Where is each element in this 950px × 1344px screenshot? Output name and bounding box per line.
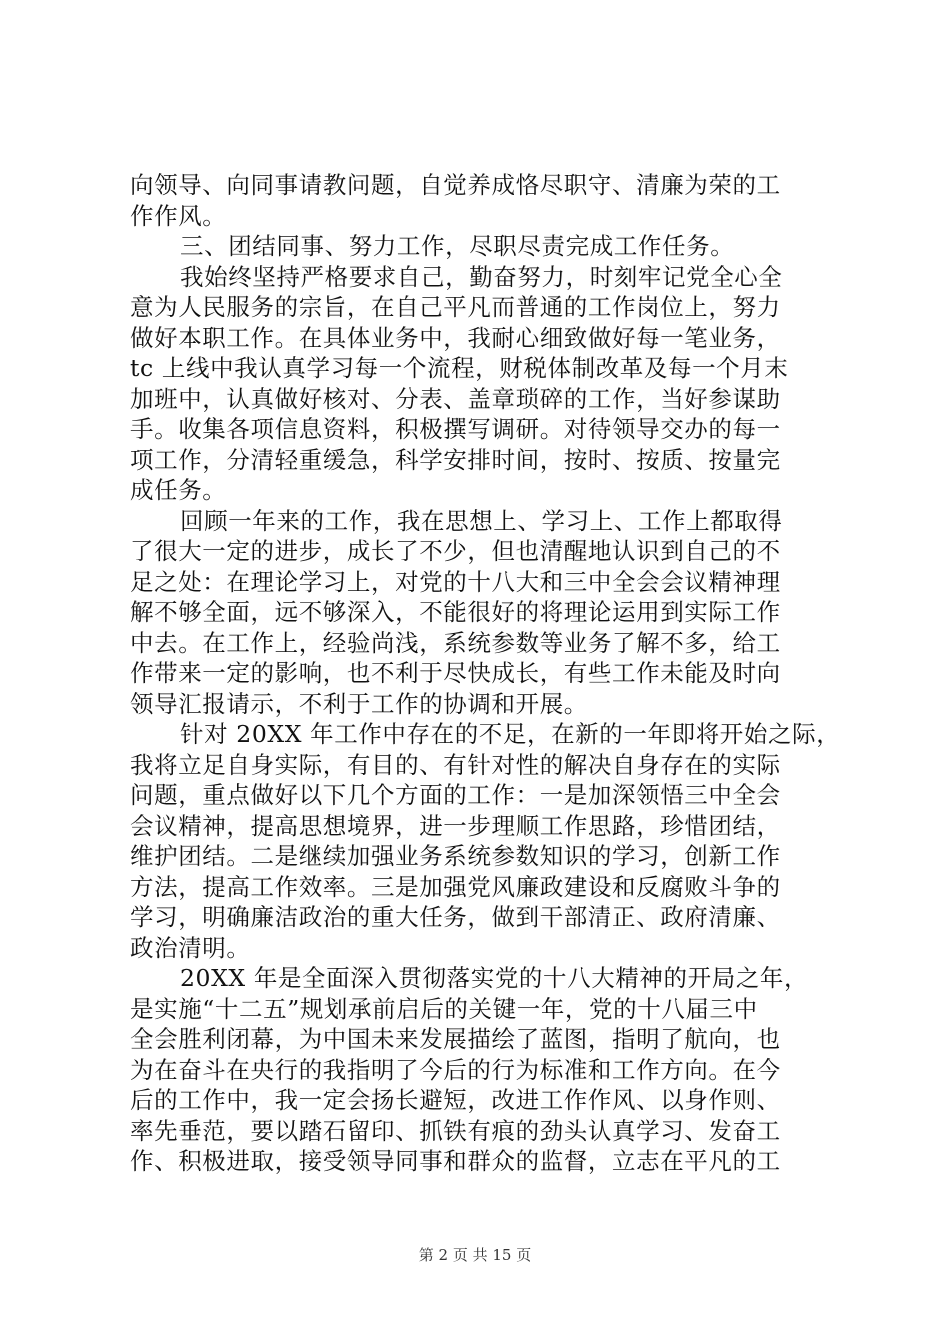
text-line: 了很大一定的进步，成长了不少，但也清醒地认识到自己的不 bbox=[130, 537, 781, 565]
paragraph-p-review bbox=[130, 506, 830, 720]
text-line: 作作风。 bbox=[130, 201, 227, 230]
text-line: 会议精神，提高思想境界，进一步理顺工作思路，珍惜团结， bbox=[130, 811, 781, 840]
text-line: 意为人民服务的宗旨，在自己平凡而普通的工作岗位上，努力 bbox=[130, 293, 781, 321]
text-line: 为在奋斗在央行的我指明了今后的行为标准和工作方向。在今 bbox=[130, 1055, 781, 1084]
text-line: 方法，提高工作效率。三是加强党风廉政建设和反腐败斗争的 bbox=[130, 872, 781, 901]
text-line: 维护团结。二是继续加强业务系统参数知识的学习，创新工作 bbox=[130, 842, 781, 870]
text-line: 率先垂范，要以踏石留印、抓铁有痕的劲头认真学习、发奋工 bbox=[130, 1116, 781, 1145]
text-line: 20XX 年是全面深入贯彻落实党的十八大精神的开局之年， bbox=[180, 964, 809, 992]
text-line: 我将立足自身实际，有目的、有针对性的解决自身存在的实际 bbox=[130, 750, 781, 779]
text-line: tc 上线中我认真学习每一个流程，财税体制改革及每一个月末 bbox=[130, 354, 789, 382]
text-line: 作、积极进取，接受领导同事和群众的监督，立志在平凡的工 bbox=[130, 1147, 781, 1175]
paragraph-p-heading-three bbox=[130, 231, 830, 262]
text-line: 成任务。 bbox=[130, 476, 227, 504]
text-line: 做好本职工作。在具体业务中，我耐心细致做好每一笔业务， bbox=[130, 323, 781, 352]
text-line: 是实施“十二五”规划承前启后的关键一年，党的十八届三中 bbox=[130, 994, 758, 1023]
text-line: 足之处：在理论学习上，对党的十八大和三中全会会议精神理 bbox=[130, 567, 781, 596]
page-footer: 第 2 页 共 15 页 bbox=[418, 1246, 532, 1264]
document-body bbox=[130, 170, 841, 1177]
text-line: 三、团结同事、努力工作，尽职尽责完成工作任务。 bbox=[180, 232, 735, 260]
text-line: 针对 20XX 年工作中存在的不足，在新的一年即将开始之际， bbox=[180, 720, 841, 748]
text-line: 我始终坚持严格要求自己，勤奋努力，时刻牢记党全心全 bbox=[180, 262, 783, 291]
text-line: 领导汇报请示，不利于工作的协调和开展。 bbox=[130, 689, 588, 718]
text-line: 中去。在工作上，经验尚浅，系统参数等业务了解不多，给工 bbox=[130, 628, 781, 657]
text-line: 问题，重点做好以下几个方面的工作：一是加深领悟三中全会 bbox=[130, 781, 781, 809]
text-line: 政治清明。 bbox=[130, 933, 251, 962]
paragraph-p-continuation bbox=[130, 170, 830, 231]
text-line: 加班中，认真做好核对、分表、盖章琐碎的工作，当好参谋助 bbox=[130, 384, 781, 413]
paragraph-p-work bbox=[130, 262, 830, 506]
paragraph-p-plan bbox=[130, 719, 841, 963]
text-line: 回顾一年来的工作，我在思想上、学习上、工作上都取得 bbox=[180, 506, 783, 535]
paragraph-p-outlook bbox=[130, 963, 830, 1177]
text-line: 全会胜利闭幕，为中国未来发展描绘了蓝图，指明了航向，也 bbox=[130, 1025, 781, 1053]
text-line: 手。收集各项信息资料，积极撰写调研。对待领导交办的每一 bbox=[130, 415, 781, 443]
text-line: 学习，明确廉洁政治的重大任务，做到干部清正、政府清廉、 bbox=[130, 903, 781, 931]
text-line: 作带来一定的影响，也不利于尽快成长，有些工作未能及时向 bbox=[130, 659, 781, 687]
text-line: 解不够全面，远不够深入，不能很好的将理论运用到实际工作 bbox=[130, 598, 781, 626]
text-line: 后的工作中，我一定会扬长避短，改进工作作风、以身作则、 bbox=[130, 1086, 781, 1114]
text-line: 向领导、向同事请教问题，自觉养成恪尽职守、清廉为荣的工 bbox=[130, 171, 781, 199]
text-line: 项工作，分清轻重缓急，科学安排时间，按时、按质、按量完 bbox=[130, 445, 781, 474]
